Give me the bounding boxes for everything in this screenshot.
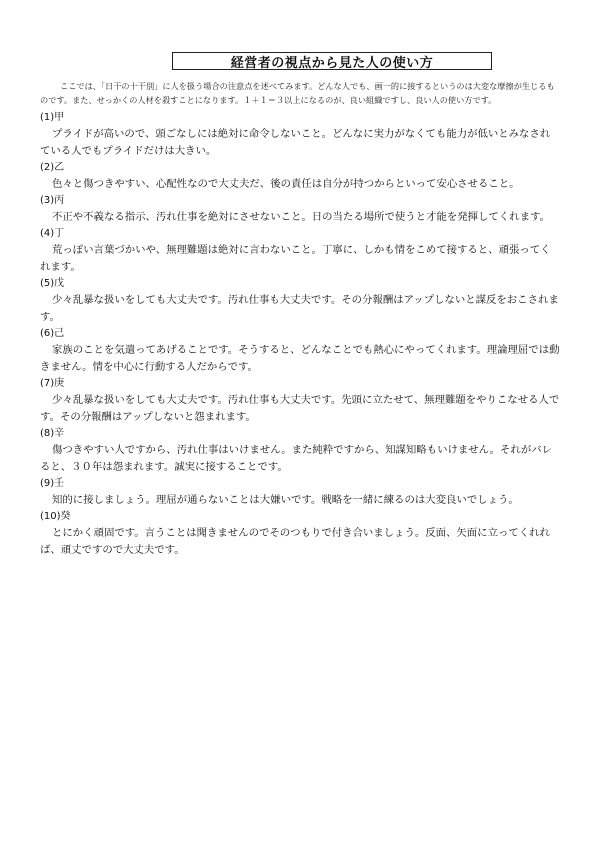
section-4 bbox=[40, 227, 560, 276]
section-heading: (10)癸 bbox=[40, 511, 71, 522]
document-body bbox=[40, 80, 560, 560]
section-body: 少々乱暴な扱いをしても大丈夫です。汚れ仕事も大丈夫です。先頭に立たせて、無理難題をやりこなせる人です。その分報酬はアップしないと怨まれます。 bbox=[40, 394, 560, 423]
section-2 bbox=[40, 161, 560, 193]
section-7 bbox=[40, 377, 560, 426]
section-heading: (8)辛 bbox=[40, 428, 65, 439]
section-body: 不正や不義なる指示、汚れ仕事を絶対にさせないこと。日の当たる場所で使うと才能を発揮してくれます。 bbox=[52, 211, 550, 223]
section-8 bbox=[40, 427, 560, 476]
page-title: 経営者の視点から見た人の使い方 bbox=[230, 55, 434, 71]
page-title-box bbox=[172, 52, 492, 70]
section-body: 家族のことを気遣ってあげることです。そうすると、どんなことでも熱心にやってくれます。理論理屈では動きません。情を中心に行動する人だからです。 bbox=[40, 344, 560, 373]
section-heading: (6)己 bbox=[40, 328, 65, 339]
section-body: プライドが高いので、頭ごなしには絶対に命令しないこと。どんなに実力がなくても能力が低いとみなされている人でもプライドだけは大きい。 bbox=[40, 128, 551, 157]
section-1 bbox=[40, 111, 560, 160]
section-heading: (7)庚 bbox=[40, 378, 65, 389]
section-5 bbox=[40, 277, 560, 326]
section-3 bbox=[40, 194, 560, 226]
section-10 bbox=[40, 510, 560, 559]
section-heading: (4)丁 bbox=[40, 228, 65, 239]
section-body: とにかく頑固です。言うことは聞きませんのでそのつもりで付き合いましょう。反面、矢面に立ってくれれば、頑丈ですので大丈夫です。 bbox=[40, 527, 550, 556]
section-body: 傷つきやすい人ですから、汚れ仕事はいけません。また純粋ですから、知謀知略もいけません。それがバレると、３０年は怨まれます。誠実に接することです。 bbox=[40, 444, 552, 473]
section-heading: (2)乙 bbox=[40, 162, 65, 173]
section-body: 知的に接しましょう。理屈が通らないことは大嫌いです。戦略を一緒に練るのは大変良いでしょう。 bbox=[52, 494, 519, 506]
section-6 bbox=[40, 327, 560, 376]
section-heading: (9)壬 bbox=[40, 478, 65, 489]
section-heading: (3)丙 bbox=[40, 195, 65, 206]
section-body: 色々と傷つきやすい、心配性なので大丈夫だ、後の責任は自分が持つからといって安心させること。 bbox=[52, 178, 520, 190]
section-9 bbox=[40, 477, 560, 509]
section-body: 少々乱暴な扱いをしても大丈夫です。汚れ仕事も大丈夫です。その分報酬はアップしないと謀反をおこされます。 bbox=[40, 294, 559, 323]
intro-paragraph: ここでは、「日干の十干別」に人を扱う場合の注意点を述べてみます。どんな人でも、画一的に接するというのは大変な摩擦が生じるものです。また、せっかくの人材を殺すことになります。１＋１＝３以上になるのが、良い組織ですし、良い人の使い方です。 bbox=[40, 81, 555, 105]
section-body: 荒っぽい言葉づかいや、無理難題は絶対に言わないこと。丁寧に、しかも情をこめて接すると、頑張ってくれます。 bbox=[40, 244, 551, 273]
section-heading: (1)甲 bbox=[40, 112, 65, 123]
section-heading: (5)戊 bbox=[40, 278, 65, 289]
